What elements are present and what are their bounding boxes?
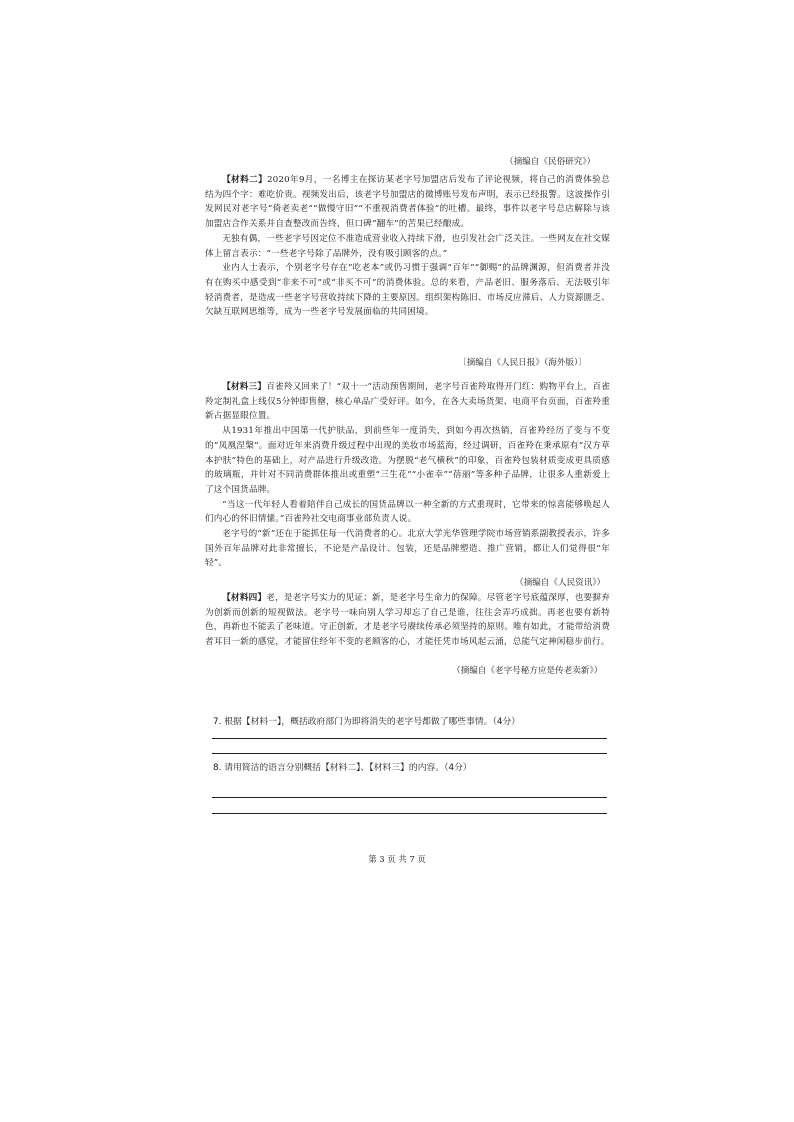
material4-paragraph: 【材料四】老，是老字号实力的见证；新，是老字号生命力的保障。尽管老字号底蕴深厚，也要摒弃为创新而创新的短视做法。老字号一味向别人学习却忘了自己是谁，往往会弄巧成拙。再老也要有新特色，再新也不能丢了老味道。守正创新，才是老字号赓续传承必须坚持的原则。唯有如此，才能带给消费者耳目一新的感觉，才能留住经年不变的老顾客的心，才能任凭市场风起云涌，总能气定神闲稳步前行。 xyxy=(205,593,610,648)
page-number: 第 3 页 共 7 页 xyxy=(368,854,426,864)
answer-line[interactable] xyxy=(212,813,607,814)
material2-paragraph: 业内人士表示，个别老字号存在“吃老本”或仍习惯于强调“百年”“御赐”的品牌渊源，但消费者并没有在购买中感受到“非来不可”或“非买不可”的消费体验。总的来看，产品老旧、服务落后、无法吸引年轻消费者，是造成一些老字号营收持续下降的主要原因。组织架构陈旧、市场反应滞后、人力资源匮乏、欠缺互联网思维等，成为一些老字号发展面临的共同困境。 xyxy=(205,263,610,318)
question-7: 7. 根据【材料一】，概括政府部门为即将消失的老字号都做了哪些事情。（4分） xyxy=(213,717,521,727)
material3-section xyxy=(205,380,610,571)
answer-line[interactable] xyxy=(212,738,607,739)
source-material2: 〔摘编自《人民日报》（海外版）〕 xyxy=(458,358,587,368)
source-material4: （摘编自《老字号秘方应是传老卖新》） xyxy=(452,666,603,676)
material3-paragraph: “当这一代年轻人看着陪伴自己成长的国货品牌以一种全新的方式重现时，它带来的惊喜能够唤起人们内心的怀旧情愫。”百雀羚社交电商事业部负责人说。 xyxy=(205,499,610,525)
material4-label: 【材料四】 xyxy=(222,593,267,603)
source-material3: （摘编自《人民资讯》） xyxy=(515,578,606,588)
material3-label: 【材料三】 xyxy=(222,382,267,392)
answer-line[interactable] xyxy=(212,797,607,798)
material2-section xyxy=(205,173,610,320)
material2-paragraph: 无独有偶，一些老字号因定位不准造成营业收入持续下滑，也引发社会广泛关注。一些网友在社交媒体上留言表示：“一些老字号除了品牌外，没有吸引顾客的点。” xyxy=(205,233,610,259)
material3-paragraph: 老字号的“新”还在于能抓住每一代消费者的心。北京大学光华管理学院市场营销系副教授表示，许多国外百年品牌对此非常擅长，不论是产品设计、包装，还是品牌塑造、推广营销，都让人们觉得很“年轻”。 xyxy=(205,529,610,569)
material3-paragraph: 【材料三】百雀羚又回来了！“双十一”活动预售期间，老字号百雀羚取得开门红：购物平台上，百雀羚定制礼盒上线仅5分钟即售罄，核心单品广受好评。如今，在各大卖场货架、电商平台页面，百雀羚重新占据显眼位置。 xyxy=(205,382,610,422)
material2-paragraph: 【材料二】2020年9月，一名博主在探访某老字号加盟店后发布了评论视频，将自己的消费体验总结为四个字：难吃价贵。视频发出后，该老字号加盟店的微博账号发布声明，表示已经报警。这波操作引发网民对老字号“倚老卖老”“做慢守旧”“不重视消费者体验”的吐槽。最终，事件以老字号总店解除与该加盟店合作关系并自查整改而告终，但口碑“翻车”的苦果已经酿成。 xyxy=(205,175,610,230)
answer-line[interactable] xyxy=(212,753,607,754)
source-material1: （摘编自《民俗研究》） xyxy=(505,157,596,167)
material3-paragraph: 从1931年推出中国第一代护肤品，到前些年一度消失，到如今再次热销，百雀羚经历了变与不变的“凤凰涅槃”。面对近年来消费升级过程中出现的美妆市场蓝海，经过调研，百雀羚在秉承原有“汉方草本护肤”特色的基础上，对产品进行升级改造。为摆脱“老气横秋”的印象，百雀羚包装材质变成更具质感的玻璃瓶，并针对不同消费群体推出或重塑“三生花”“小雀幸”“蓓丽”等多种子品牌，让很多人重新爱上了这个国货品牌。 xyxy=(205,426,610,495)
material4-section xyxy=(205,591,610,650)
material2-label: 【材料二】 xyxy=(222,175,268,185)
question-8: 8. 请用简洁的语言分别概括【材料二】、【材料三】的内容。（4分） xyxy=(213,763,472,773)
